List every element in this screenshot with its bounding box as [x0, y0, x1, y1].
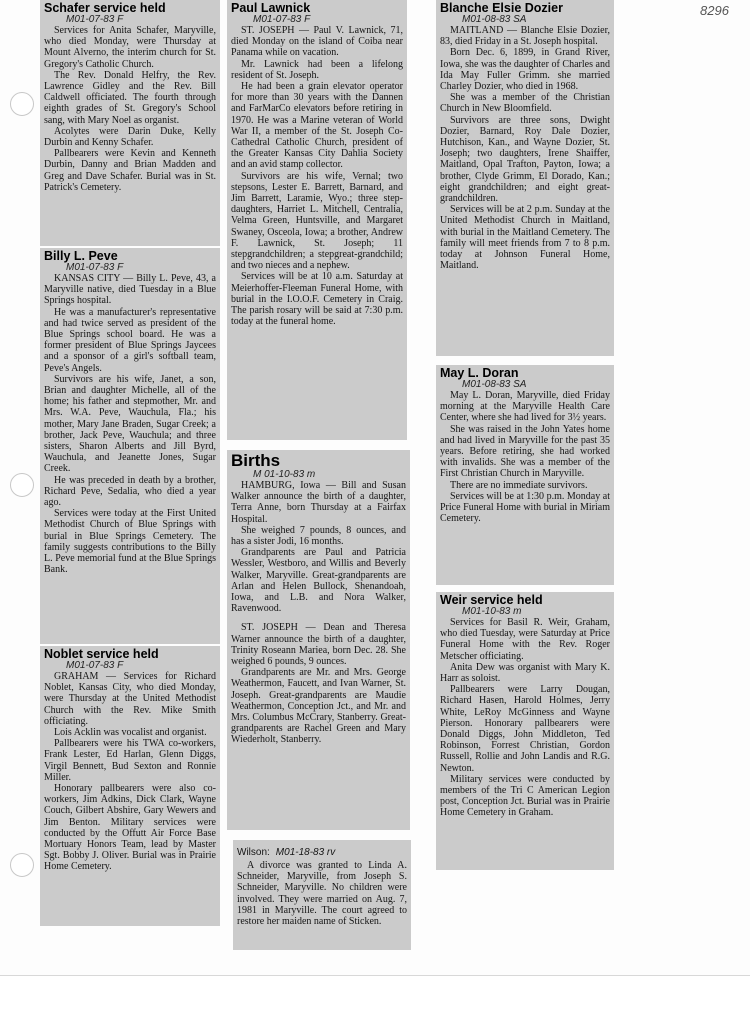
paragraph: Lois Acklin was vocalist and organist.	[54, 727, 207, 739]
paragraph: Services will be at 2 p.m. Sunday at the United Methodist Church in Maitland, with burial in the Maitland Cemetery. The family will meet friends from 7 to 8 p.m. today at Johnson Funeral Home, Maitland.	[440, 204, 610, 272]
paragraph: ST. JOSEPH — Dean and Theresa Warner announce the birth of a daughter, Trinity Roseann Mariea, born Dec. 28. She weighed 6 pounds, 9 ounces.	[231, 622, 406, 668]
paragraph: GRAHAM — Services for Richard Noblet, Kansas City, who died Monday, were Thursday at the United Methodist Church with the Rev. Mike Smith officiating.	[44, 671, 216, 727]
paragraph: Grandparents are Paul and Patricia Wessler, Westboro, and Willis and Beverly Walker, Maryville. Great-grandparents are Arlan and Helen Bullock, Shenandoah, Iowa, and L.B. and Nora Walker, Ravenwood.	[231, 547, 406, 615]
peve-clipping	[40, 248, 220, 644]
noblet-clipping	[40, 646, 220, 926]
weir-note: M01-10-83 m	[462, 606, 522, 617]
paragraph: HAMBURG, Iowa — Bill and Susan Walker announce the birth of a daughter, Terra Anne, born Thursday at a Fairfax Hospital.	[231, 480, 406, 525]
lawnick-heading: Paul Lawnick	[231, 1, 311, 15]
paragraph: A divorce was granted to Linda A. Schneider, Maryville, from Joseph S. Schneider, Maryville. No children were involved. They were married on Aug. 7, 1981 in Maryville. The court agreed to restore her maiden name of Sticken.	[237, 860, 407, 928]
paragraph: Services for Anita Schafer, Maryville, who died Monday, were Thursday at Mount Alverno, the interim church for St. Gregory's Catholic Church.	[44, 25, 216, 70]
doran-note: M01-08-83 SA	[462, 379, 527, 390]
noblet-heading: Noblet service held	[44, 647, 159, 661]
weir-clipping	[436, 592, 614, 870]
schafer-note: M01-07-83 F	[66, 14, 124, 25]
peve-body	[44, 273, 216, 575]
paragraph: Survivors are three sons, Dwight Dozier, Barnard, Roy Dale Dozier, Hutchison, Kan., and Wayne Dozier, St. Joseph; two daughters, Irene Shaiffer, Maitland, Opal Trafton, Payton, Iowa; a brother, Clyde Grimm, El Dorado, Kan.; eight grandchildren; and eight great-grandchildren.	[440, 114, 610, 205]
paragraph: She was raised in the John Yates home and had lived in Maryville for the past 35 years. Before retiring, she had worked with invalids. She was a member of the First Christian Church in Maryville.	[440, 423, 610, 480]
paragraph: Mr. Lawnick had been a lifelong resident of St. Joseph.	[231, 58, 403, 81]
wilson-header	[237, 842, 407, 860]
weir-body	[440, 617, 610, 819]
paragraph: Services were today at the First United Methodist Church of Blue Springs with burial in Blue Springs Cemetery. The family suggests contributions to the Billy L. Peve memorial fund at the Blue Springs Bank.	[44, 508, 216, 576]
paragraph: Services will be at 1:30 p.m. Monday at Price Funeral Home with burial in Miriam Cemetery.	[440, 490, 610, 525]
births-body	[231, 480, 406, 746]
binder-hole	[10, 853, 34, 877]
wilson-label: Wilson:	[237, 847, 270, 858]
paragraph: May L. Doran, Maryville, died Friday morning at the Maryville Health Care Center, where she had lived for 3½ years.	[440, 390, 610, 424]
schafer-body	[44, 25, 216, 193]
paragraph: ST. JOSEPH — Paul V. Lawnick, 71, died Monday on the island of Coiba near Panama while on vacation.	[231, 25, 403, 59]
paragraph: Anita Dew was organist with Mary K. Harr as soloist.	[440, 661, 610, 685]
page-number: 8296	[700, 3, 729, 18]
wilson-clipping	[233, 840, 411, 950]
schafer-heading: Schafer service held	[44, 1, 166, 15]
binder-hole	[10, 473, 34, 497]
dozier-clipping	[436, 0, 614, 356]
paragraph: Pallbearers were his TWA co-workers, Frank Lester, Ed Harlan, Glenn Diggs, Virgil Bennett, Bud Sexton and Ronnie Miller.	[44, 738, 216, 783]
schafer-clipping	[40, 0, 220, 246]
noblet-body	[44, 671, 216, 873]
paragraph: Honorary pallbearers were also co-workers, Jim Adkins, Dick Clark, Wayne Couch, Gilbert Abshire, Gary Wewers and Jim Benton. Military services were conducted by the Offutt Air Force Base Mortuary Honors Team, lead by Master Sgt. Bobby J. Oliver. Burial was in Prairie Home Cemetery.	[44, 783, 216, 873]
paragraph: He was preceded in death by a brother, Richard Peve, Sedalia, who died a year ago.	[44, 474, 216, 509]
wilson-body	[237, 860, 407, 927]
births-heading: Births	[231, 451, 281, 470]
paragraph: He had been a grain elevator operator for more than 30 years with the Dannen and FarMarCo elevators before retiring in 1970. He was a Marine veteran of World War II, a member of the St. Joseph Co-Cathedral Catholic Church, president of the Greater Kansas City Dahlia Society and an avid stamp collector.	[231, 81, 403, 171]
births-clipping	[227, 450, 410, 830]
births-note: M 01-10-83 m	[253, 469, 316, 480]
doran-body	[440, 390, 610, 524]
wilson-note: M01-18-83 rv	[275, 847, 336, 858]
noblet-note: M01-07-83 F	[66, 660, 124, 671]
doran-heading: May L. Doran	[440, 366, 519, 380]
lawnick-note: M01-07-83 F	[253, 14, 311, 25]
dozier-note: M01-08-83 SA	[462, 14, 527, 25]
lawnick-clipping	[227, 0, 407, 440]
weir-heading: Weir service held	[440, 593, 543, 607]
paragraph: MAITLAND — Blanche Elsie Dozier, 83, died Friday in a St. Joseph hospital.	[440, 25, 610, 48]
paragraph: Military services were conducted by members of the Tri C American Legion post, Conception Jct. Burial was in Prairie Home Cemetery in Graham.	[440, 773, 610, 819]
paragraph: Services for Basil R. Weir, Graham, who died Tuesday, were Saturday at Price Funeral Home with the Rev. Roger Metscher officiating.	[440, 617, 610, 662]
paragraph: He was a manufacturer's representative and had twice served as president of the Blue Springs school board. He was a former president of Blue Springs Jaycees and a sponsor of a girl's softball team, Peve's Angels.	[44, 306, 216, 374]
paragraph: KANSAS CITY — Billy L. Peve, 43, a Maryville native, died Tuesday in a Blue Springs hospital.	[44, 273, 216, 307]
paragraph: Pallbearers were Larry Dougan, Richard Hasen, Harold Holmes, Jerry White, LeRoy McGinness and Wayne Pierson. Honorary pallbearers were Donald Diggs, John Middleton, Ted Robinson, Forrest Christian, Gordon Russell, Rollie and John Landis and R.G. Newton.	[440, 684, 610, 774]
paragraph: Survivors are his wife, Vernal; two stepsons, Lester E. Barrett, Barnard, and Jim Barrett, Laramie, Wyo.; three step-daughters, Harriet L. Mitchell, Centralia, Velma Green, Huntsville, and Margaret Swaney, Osceola, Iowa; a brother, Andrew F. Lawnick, St. Joseph; 11 stepgrandchildren; a stepgreat-grandchild; and two nieces and a nephew.	[231, 170, 403, 272]
binder-hole	[10, 92, 34, 116]
dozier-body	[440, 25, 610, 271]
doran-clipping	[436, 365, 614, 585]
peve-note: M01-07-83 F	[66, 262, 124, 273]
dozier-heading: Blanche Elsie Dozier	[440, 1, 563, 15]
paragraph: Pallbearers were Kevin and Kenneth Durbin, Danny and Brian Madden and Greg and Dave Schafer. Burial was in St. Patrick's Cemetery.	[44, 148, 216, 193]
lawnick-body	[231, 25, 403, 327]
paragraph: Survivors are his wife, Janet, a son, Brian and daughter Michelle, all of the home; his father and stepmother, Mr. and Mrs. W.A. Peve, Wauchula, Fla.; his mother, Mary Jane Braden, Sugar Creek; a brother, Jack Peve, Wauchula; and three sisters, Sharon Alberts and Jill Byrd, Wauchula, and Jeanette Jones, Sugar Creek.	[44, 373, 216, 475]
paragraph: The Rev. Donald Helfry, the Rev. Lawrence Gidley and the Rev. Bill Caldwell officiated. The fourth through eighth grades of St. Gregory's School sang, with Mary Noel as organist.	[44, 69, 216, 126]
paragraph: She weighed 7 pounds, 8 ounces, and has a sister Jodi, 16 months.	[231, 524, 406, 548]
paragraph: Services will be at 10 a.m. Saturday at Meierhoffer-Fleeman Funeral Home, with burial in the I.O.O.F. Cemetery in Craig. The parish rosary will be said at 7:30 p.m. today at the funeral home.	[231, 271, 403, 328]
paragraph: Grandparents are Mr. and Mrs. George Weathermon, Faucett, and Ivan Warner, St. Joseph. Great-grandparents are Maudie Weathermon, Conception Jct., and Mr. and Mrs. Columbus McCrary, Stanberry. Great-grandparents are Rachel Green and Mary Wiederholt, Stanberry.	[231, 667, 406, 746]
paragraph: Acolytes were Darin Duke, Kelly Durbin and Kenny Schafer.	[44, 125, 216, 149]
paragraph: Born Dec. 6, 1899, in Grand River, Iowa, she was the daughter of Charles and Ida May Fuller Grimm. she married Charley Dozier, who died in 1968.	[440, 47, 610, 93]
paragraph: She was a member of the Christian Church in New Bloomfield.	[440, 92, 610, 115]
paragraph: There are no immediate survivors.	[450, 479, 588, 491]
peve-heading: Billy L. Peve	[44, 249, 118, 263]
